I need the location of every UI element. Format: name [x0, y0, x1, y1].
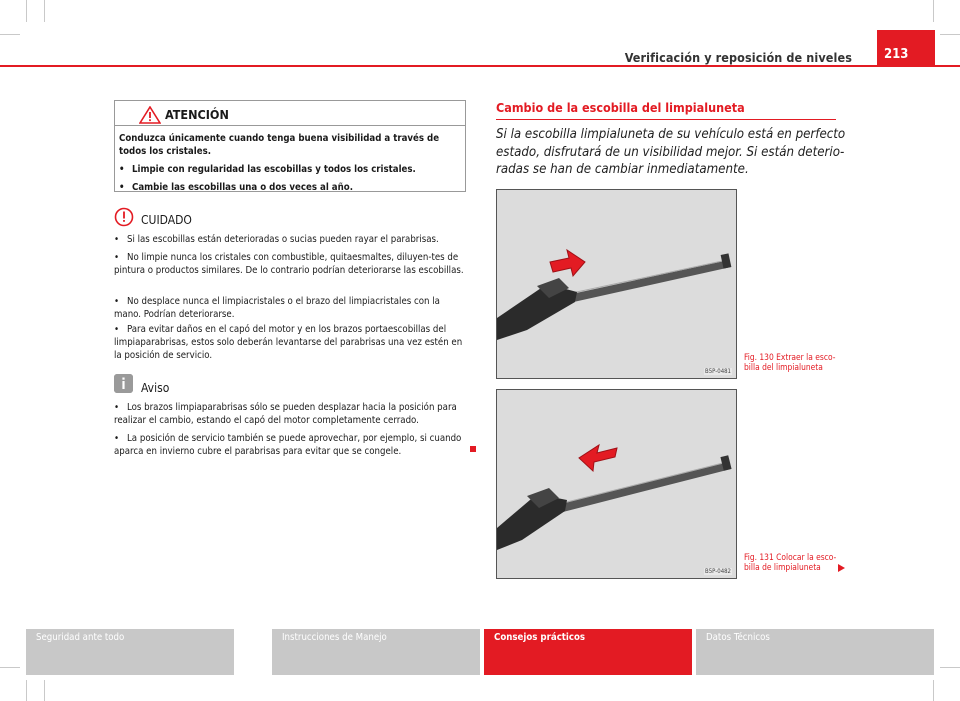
- notice-item-text: Los brazos limpiaparabrisas sólo se pueden desplazar hacia la posición para realizar el cambio, estando el capó del motor completamente cerrado.: [114, 402, 457, 426]
- caution-item: • Si las escobillas están deterioradas o sucias pueden rayar el parabrisas.: [114, 234, 439, 245]
- notice-item: • La posición de servicio también se puede aprovechar, por ejemplo, si cuando aparca en invierno cubre el parabrisas para evitar que se congele.: [114, 433, 462, 457]
- bullet: •: [119, 182, 125, 193]
- notice-title: Aviso: [141, 381, 170, 395]
- crop-mark: [44, 0, 45, 22]
- caution-item-text: Para evitar daños en el capó del motor y en los brazos portaescobillas del limpiaparabrisas, estos solo deberán levantarse del parabrisas una vez estén en la posición de servicio.: [114, 324, 463, 361]
- wiper-illustration: [497, 190, 736, 378]
- wiper-illustration: [497, 390, 736, 578]
- figure-code: B5P-0481: [705, 368, 731, 375]
- caution-item-text: No desplace nunca el limpiacristales o el brazo del limpiacristales con la mano. Podrían deteriorarse.: [114, 296, 440, 320]
- caution-item: • Para evitar daños en el capó del motor y en los brazos portaescobillas del limpiaparabrisas, estos solo deberán levantarse del parabrisas una vez estén en la posición de servicio.: [114, 324, 463, 361]
- continue-arrow-icon: [838, 564, 845, 572]
- caption-line: billa de limpialuneta: [744, 562, 821, 572]
- figure-wiper-installation: [496, 389, 737, 579]
- warning-title: ATENCIÓN: [165, 107, 229, 122]
- crop-mark: [0, 34, 20, 35]
- figure-wiper-removal: [496, 189, 737, 379]
- crop-mark: [940, 667, 960, 668]
- crop-mark: [940, 34, 960, 35]
- header-rule: [0, 65, 960, 67]
- warning-header: [115, 101, 465, 126]
- running-title: Verificación y reposición de niveles: [624, 50, 852, 65]
- caution-item-text: Si las escobillas están deterioradas o sucias pueden rayar el parabrisas.: [127, 234, 439, 245]
- warning-paragraph: Conduzca únicamente cuando tenga buena visibilidad a través de todos los cristales.: [119, 133, 440, 157]
- caption-line: billa del limpialuneta: [744, 362, 823, 372]
- warning-item-text: Limpie con regularidad las escobillas y todos los cristales.: [132, 164, 416, 175]
- section-end-mark: [470, 446, 476, 452]
- warning-item-text: Cambie las escobillas una o dos veces al año.: [132, 182, 353, 193]
- notice-item: • Los brazos limpiaparabrisas sólo se pueden desplazar hacia la posición para realizar el cambio, estando el capó del motor completamente cerrado.: [114, 402, 457, 426]
- crop-mark: [26, 680, 27, 701]
- section-title: Cambio de la escobilla del limpialuneta: [496, 100, 745, 115]
- info-icon: [114, 374, 133, 393]
- caution-title: CUIDADO: [141, 213, 192, 227]
- warning-list-item: [119, 181, 459, 194]
- warning-box: [114, 100, 466, 192]
- crop-mark: [44, 680, 45, 701]
- nav-tab-consejos[interactable]: Consejos prácticos: [484, 629, 692, 675]
- figure-code: B5P-0482: [705, 568, 731, 575]
- section-intro: Si la escobilla limpialuneta de su vehículo está en perfecto estado, disfrutará de un visibilidad mejor. Si están deterio-radas se han de cambiar inmediatamente.: [496, 127, 846, 177]
- caution-item-text: No limpie nunca los cristales con combustible, quitaesmaltes, diluyen-tes de pintura o productos similares. De lo contrario podrían deteriorarse las escobillas.: [114, 252, 464, 276]
- page-number: 213: [877, 30, 935, 66]
- warning-triangle-icon: [139, 106, 161, 124]
- notice-item-text: La posición de servicio también se puede aprovechar, por ejemplo, si cuando aparca en invierno cubre el parabrisas para evitar que se congele.: [114, 433, 462, 457]
- section-rule: [496, 119, 836, 120]
- nav-tab-instrucciones[interactable]: Instrucciones de Manejo: [272, 629, 480, 675]
- caption-line: Fig. 131 Colocar la esco-: [744, 552, 837, 562]
- crop-mark: [26, 0, 27, 22]
- nav-tab-datos-tecnicos[interactable]: Datos Técnicos: [696, 629, 934, 675]
- warning-list-item: [119, 163, 459, 176]
- caution-icon: [114, 207, 134, 227]
- warning-body: [119, 132, 459, 194]
- crop-mark: [933, 0, 934, 22]
- nav-tab-seguridad[interactable]: Seguridad ante todo: [26, 629, 234, 675]
- figure-caption: [744, 552, 836, 572]
- caution-item: • No limpie nunca los cristales con combustible, quitaesmaltes, diluyen-tes de pintura o productos similares. De lo contrario podrían deteriorarse las escobillas.: [114, 252, 464, 276]
- crop-mark: [933, 680, 934, 701]
- crop-mark: [0, 667, 20, 668]
- figure-caption: [744, 352, 835, 372]
- caption-line: Fig. 130 Extraer la esco-: [744, 352, 836, 362]
- bullet: •: [119, 164, 125, 175]
- caution-item: • No desplace nunca el limpiacristales o el brazo del limpiacristales con la mano. Podrían deteriorarse.: [114, 296, 440, 320]
